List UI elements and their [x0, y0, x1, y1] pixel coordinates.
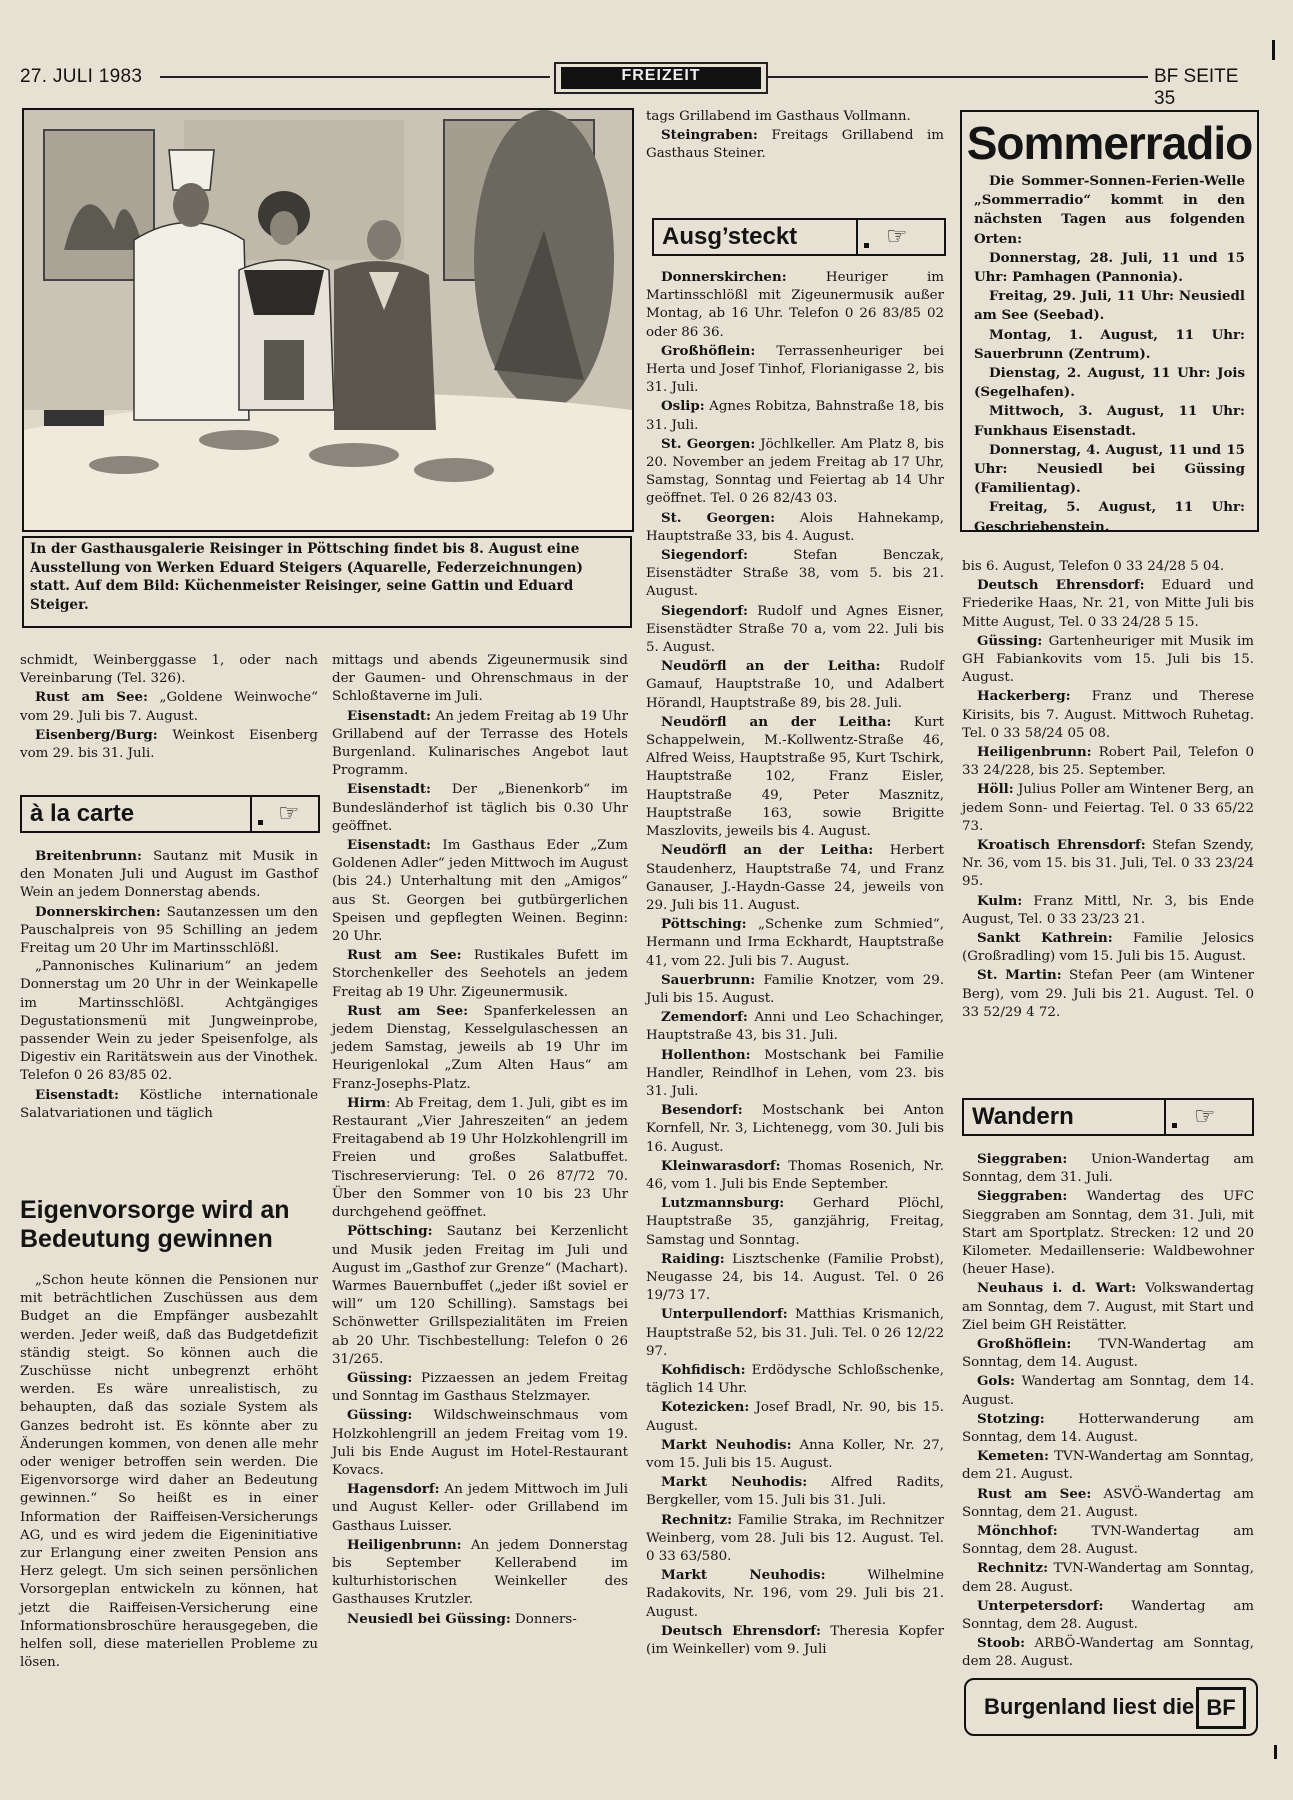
listing-entry: [332, 707, 628, 781]
listing-entry: [646, 1361, 944, 1398]
listing-text: Jöchlkeller. Am Platz 8, bis 20. November an jedem Freitag ab 17 Uhr, Samstag, Sonntag und Feiertag ab 14 Uhr geöffnet. Tel. 0 26 82/43 03.: [646, 436, 945, 507]
listing-entry: [646, 1008, 944, 1045]
listing-entry: [962, 687, 1254, 743]
footer-ad-text: Burgenland liest die: [984, 1694, 1195, 1719]
listing-place: Freitag, 29. Juli, 11 Uhr: Neusiedl am See (Seebad).: [974, 288, 1245, 324]
listing-place: Kotezicken:: [661, 1399, 750, 1416]
listing-place: Deutsch Ehrensdorf:: [977, 577, 1145, 594]
listing-text: Familie Knotzer, vom 29. Juli bis 15. August.: [646, 972, 944, 1006]
ausgsteckt-title: Ausg’steckt: [662, 223, 798, 250]
listing-place: Neusiedl bei Güssing:: [347, 1610, 511, 1627]
listing-place: Sauerbrunn:: [661, 971, 756, 988]
listing-entry: [20, 688, 318, 725]
listing-text: Alfred Radits, Bergkeller, vom 15. Juli bis 31. Juli.: [646, 1475, 944, 1509]
listing-place: Gols:: [977, 1373, 1015, 1390]
listing-place: Dienstag, 2. August, 11 Uhr: Jois (Segelhafen).: [974, 365, 1245, 401]
listing-entry: [962, 1634, 1254, 1671]
listing-text: „Pannonisches Kulinarium“ an jedem Donnerstag um 20 Uhr in der Weinkapelle im Martinsschlößl. Achtgängiges Degustationsmenü mit Jungweinprobe, passender Wein zu jeder Speisenfolge, als Digestiv ein Raritätswein aus der Vinothek. Telefon 0 26 83/85 02.: [20, 959, 318, 1084]
listing-text: Rudolf und Agnes Eisner, Eisenstädter Straße 70 a, vom 22. Juli bis 5. August.: [646, 603, 944, 656]
listing-place: Siegendorf:: [661, 547, 748, 564]
listing-place: Donnerstag, 4. August, 11 und 15 Uhr: Neusiedl bei Güssing (Familientag).: [974, 441, 1245, 497]
listing-text: Stefan Szendy, Nr. 36, vom 15. bis 31. Juli, Tel. 0 33 23/24 95.: [962, 838, 1254, 890]
listing-entry: [962, 1372, 1254, 1409]
listing-entry: [962, 1522, 1254, 1559]
column3-continuation: [646, 108, 944, 164]
listing-text: Julius Poller am Wintener Berg, an jedem Sonn- und Feiertag. Tel. 0 33 65/22 73.: [962, 782, 1254, 834]
listing-text: bis 6. August, Telefon 0 33 24/28 5 04.: [962, 559, 1225, 574]
column1-continuation: [20, 652, 318, 763]
listing-entry: [974, 287, 1245, 325]
issue-date: 27. JULI 1983: [20, 66, 143, 87]
listing-place: Freitag, 5. August, 11 Uhr: Geschriebenstein.: [974, 499, 1245, 535]
glass-icon: ☞: [278, 799, 300, 827]
listing-text: Anni und Leo Schachinger, Hauptstraße 43, bis 31. Juli.: [646, 1010, 944, 1044]
listing-entry: [332, 1369, 628, 1406]
listing-place: Heiligenbrunn:: [347, 1536, 462, 1553]
listing-entry: [974, 498, 1245, 536]
corner-mark-top: [1272, 40, 1275, 60]
alacarte-dot: [258, 820, 263, 825]
ausgsteckt-divider: [856, 220, 858, 254]
listing-entry: [646, 1305, 944, 1361]
listing-text: Wandertag am Sonntag, dem 28. August.: [962, 1598, 1254, 1633]
page-number: BF SEITE 35: [1154, 66, 1239, 109]
listing-place: Rust am See:: [977, 1485, 1092, 1502]
listing-place: Pöttsching:: [661, 916, 747, 933]
listing-entry: [646, 268, 944, 342]
listing-text: TVN-Wandertag am Sonntag, dem 21. August.: [962, 1449, 1254, 1483]
section-label-text: FREIZEIT: [561, 67, 761, 89]
article-body: [20, 1272, 318, 1672]
listing-place: Unterpullendorf:: [661, 1306, 788, 1323]
listing-text: ASVÖ-Wandertag am Sonntag, dem 21. August.: [962, 1486, 1254, 1520]
listing-place: Eisenstadt:: [35, 1086, 119, 1103]
article-body-text: „Schon heute können die Pensionen nur mit beträchtlichen Zuschüssen aus dem Budget an die Empfänger ausbezahlt werden. Jeder weiß, daß das Budgetdefizit ständig steigt. So können auch die Zuschüsse nicht unbegrenzt erhöht werden. Es wäre unrealistisch, zu behaupten, daß das soziale System als Ganzes bedroht ist. Es könnte aber zu Änderungen kommen, von denen alle mehr oder weniger betroffen sein werden. Die Eigenvorsorge wird daher an Bedeutung gewinnen.“ So heißt es in einer Information der Raiffeisen-Versicherungs AG, und es wird jedem die Eigeninitiative zur Erlangung einer zweiten Pension ans Herz gelegt. Um sich seinen persönlichen Vorsorgeplan entwickeln zu können, hat jetzt die Raiffeisen-Versicherung eine Informationsbroschüre herausgegeben, die helfen soll, diese materiellen Probleme zu lösen.: [20, 1273, 318, 1671]
listing-text: „Schenke zum Schmied“, Hermann und Irma Eckhardt, Hauptstraße 41, vom 22. Juli bis 7. August.: [646, 917, 944, 969]
listing-text: Wandertag des UFC Sieggraben am Sonntag, dem 31. Juli, mit Start am Sportplatz. Strecken: 12 und 20 Kilometer. Medaillenserie: Waldbewohner (heuer Hase).: [962, 1189, 1254, 1278]
listing-place: St. Georgen:: [661, 509, 776, 526]
listing-text: „Goldene Weinwoche“ vom 29. Juli bis 7. August.: [20, 690, 318, 724]
listing-entry: [20, 958, 318, 1085]
listing-place: Oslip:: [661, 398, 705, 415]
listing-entry: [20, 847, 318, 903]
listing-place: Großhöflein:: [661, 342, 756, 359]
glass-icon: ☞: [886, 222, 908, 250]
listing-text: Kurt Schappelwein, M.-Kollwentz-Straße 46, Alfred Weiss, Hauptstraße 95, Kurt Tschirk, Hauptstraße 102, Franz Eisler, Hauptstraße 49, Peter Masznitz, Hauptstraße 163, sowie Brigitte Maszlovits, jeweils bis 4. August.: [646, 714, 945, 840]
listing-text: Im Gasthaus Eder „Zum Goldenen Adler“ jeden Mittwoch im August (bis 24.) Unterhaltung mit den „Amigos“ aus St. Georgen bei gutbürgerlichen Speisen und gepflegten Weinen. Beginn: 20 Uhr.: [332, 838, 629, 945]
header-rule-right: [768, 76, 1148, 78]
listing-text: Spanferkelessen an jedem Dienstag, Kesselgulaschessen an jedem Samstag, jeweils ab 19 Uhr im Heurigenlokal „Zum Alten Haus“ am Franz-Josephs-Platz.: [332, 1003, 628, 1092]
listing-place: Kemeten:: [977, 1448, 1049, 1465]
listing-entry: [962, 558, 1254, 576]
listing-text: : Ab Freitag, dem 1. Juli, gibt es im Restaurant „Vier Jahreszeiten“ an jedem Freitagabend ab 19 Uhr Holzkohlengrill im Freien und großes Salatbuffet. Tischreservierung: Tel. 0 26 87/72 70. Über den Sommer von 10 bis 23 Uhr durchgehend geöffnet.: [332, 1095, 628, 1221]
listing-text: Weinkost Eisenberg vom 29. bis 31. Juli.: [20, 727, 318, 762]
listing-place: Eisenstadt:: [347, 781, 431, 798]
listing-place: Montag, 1. August, 11 Uhr: Sauerbrunn (Zentrum).: [974, 326, 1245, 362]
column4-listings: [962, 558, 1254, 1022]
listing-place: Markt Neuhodis:: [661, 1436, 792, 1453]
listing-entry: [962, 632, 1254, 688]
listing-entry: [20, 726, 318, 763]
listing-entry: [646, 713, 944, 841]
listing-place: Kohfidisch:: [661, 1361, 746, 1378]
listing-text: Köstliche internationale Salatvariationen und täglich: [20, 1087, 318, 1121]
listing-entry: [962, 929, 1254, 966]
listing-entry: [962, 1485, 1254, 1522]
listing-text: Gartenheuriger mit Musik im GH Fabiankovits vom 15. Juli bis 15. August.: [962, 633, 1254, 686]
listing-place: Neuhaus i. d. Wart:: [977, 1280, 1137, 1297]
listing-place: St. Martin:: [977, 967, 1062, 984]
wandern-divider: [1164, 1100, 1166, 1134]
alacarte-divider: [250, 797, 252, 831]
listing-text: Theresia Kopfer (im Weinkeller) vom 9. Juli: [646, 1623, 944, 1658]
listing-place: Hirm: [347, 1094, 386, 1111]
listing-text: Sautanz bei Kerzenlicht und Musik jeden Freitag im Juli und August im „Gasthof zur Grenze“ (Machart). Warmes Bauernbuffet („jeder ißt soviel er will“ um 120 Schilling). Samstags bei Schönwetter Grillspezialitäten im Freien ab 20 Uhr. Tischbestellung: Telefon 0 26 31/265.: [332, 1224, 628, 1367]
listing-entry: [646, 435, 944, 509]
listing-entry: [962, 743, 1254, 780]
listing-place: Neudörfl an der Leitha:: [661, 658, 881, 675]
listing-text: TVN-Wandertag am Sonntag, dem 28. August.: [962, 1524, 1254, 1558]
listing-text: TVN-Wandertag am Sonntag, dem 14. August.: [962, 1337, 1254, 1371]
listing-entry: [646, 971, 944, 1008]
listing-entry: [332, 1536, 628, 1610]
listing-text: Josef Bradl, Nr. 90, bis 15. August.: [646, 1400, 944, 1434]
listing-text: Thomas Rosenich, Nr. 46, vom 1. Juli bis Ende September.: [646, 1158, 944, 1192]
listing-entry: [646, 397, 944, 434]
listing-entry: [962, 836, 1254, 892]
listing-entry: [962, 1150, 1254, 1187]
listing-place: Stoob:: [977, 1635, 1026, 1652]
listing-place: Neudörfl an der Leitha:: [661, 842, 874, 859]
listing-place: Rust am See:: [35, 689, 148, 706]
ausgsteckt-header: [652, 218, 946, 256]
listing-place: Kroatisch Ehrensdorf:: [977, 837, 1146, 854]
listing-text: tags Grillabend im Gasthaus Vollmann.: [646, 109, 911, 124]
listing-place: Zemendorf:: [661, 1009, 748, 1026]
listing-text: Mostschank bei Familie Handler, Reindlhof in Lehen, vom 23. bis 31. Juli.: [646, 1047, 944, 1099]
listing-text: TVN-Wandertag am Sonntag, dem 28. August.: [962, 1561, 1254, 1595]
listing-place: Raiding:: [661, 1250, 725, 1267]
listing-entry: [646, 1511, 944, 1567]
listing-text: Sautanz mit Musik in den Monaten Juli und August im Gasthof Wein an jedem Donnerstag abends.: [20, 849, 318, 901]
footer-ad: [964, 1678, 1258, 1736]
listing-entry: [646, 108, 944, 126]
listing-entry: [974, 249, 1245, 287]
listing-text: Pizzaessen an jedem Freitag und Sonntag im Gasthaus Stelzmayer.: [332, 1370, 628, 1405]
listing-entry: [646, 1046, 944, 1102]
listing-place: Eisenstadt:: [347, 837, 431, 854]
listing-place: Sankt Kathrein:: [977, 930, 1113, 947]
article-headline: Eigenvorsorge wird an Bedeutung gewinnen: [20, 1196, 290, 1253]
listing-place: Deutsch Ehrensdorf:: [661, 1622, 821, 1639]
listing-place: Unterpetersdorf:: [977, 1597, 1104, 1614]
listing-entry: [332, 1222, 628, 1369]
listing-place: Hackerberg:: [977, 688, 1071, 705]
listing-place: Markt Neuhodis:: [661, 1474, 808, 1491]
listing-place: Donnerstag, 28. Juli, 11 und 15 Uhr: Pamhagen (Pannonia).: [974, 249, 1245, 286]
sommerradio-list: [962, 172, 1257, 537]
listing-entry: [332, 1002, 628, 1094]
listing-entry: [20, 1086, 318, 1123]
wandern-dot: [1172, 1123, 1177, 1128]
listing-text: Union-Wandertag am Sonntag, dem 31. Juli.: [962, 1152, 1254, 1186]
listing-text: Lisztschenke (Familie Probst), Neugasse 24, bis 14. August. Tel. 0 26 19/73 17.: [646, 1251, 944, 1304]
listing-place: Eisenberg/Burg:: [35, 726, 158, 743]
listing-place: Mönchhof:: [977, 1523, 1058, 1540]
listing-entry: [646, 1566, 944, 1622]
bf-logo: BF: [1196, 1687, 1246, 1729]
section-label: [554, 62, 768, 94]
listing-place: Siegendorf:: [661, 602, 748, 619]
listing-place: Güssing:: [977, 632, 1043, 649]
listing-entry: [332, 1610, 628, 1629]
wandern-list: [962, 1150, 1254, 1672]
listing-entry: [646, 509, 944, 546]
listing-place: Mittwoch, 3. August, 11 Uhr: Funkhaus Eisenstadt.: [974, 403, 1245, 439]
sommerradio-box: [960, 110, 1259, 535]
listing-text: Wilhelmine Radakovits, Nr. 196, vom 29. Juli bis 21. August.: [646, 1568, 944, 1620]
listing-text: Familie Jelosics (Großradling) vom 15. Juli bis 15. August.: [962, 931, 1254, 965]
listing-text: Franz Mittl, Nr. 3, bis Ende August, Tel. 0 33 23/23 21.: [962, 893, 1254, 927]
listing-entry: [646, 126, 944, 163]
listing-place: Besendorf:: [661, 1102, 743, 1119]
listing-entry: [646, 657, 944, 713]
listing-entry: [962, 892, 1254, 929]
listing-place: Pöttsching:: [347, 1223, 433, 1240]
listing-entry: [974, 441, 1245, 499]
listing-entry: [332, 836, 628, 946]
listing-place: Rust am See:: [347, 1002, 469, 1019]
listing-entry: [646, 1436, 944, 1473]
listing-place: Rechnitz:: [661, 1511, 733, 1528]
column2-listings: [332, 652, 628, 1629]
listing-text: Stefan Peer (am Wintener Berg), vom 29. Juli bis 21. August. Tel. 0 33 52/29 4 72.: [962, 968, 1254, 1020]
listing-entry: [332, 1480, 628, 1536]
corner-mark-bottom: [1274, 1745, 1277, 1759]
listing-entry: [974, 364, 1245, 402]
listing-entry: [646, 1194, 944, 1250]
listing-entry: [332, 1406, 628, 1480]
listing-text: Stefan Benczak, Eisenstädter Straße 38, vom 5. bis 21. August.: [646, 548, 944, 600]
listing-place: Großhöflein:: [977, 1336, 1072, 1353]
listing-entry: [974, 402, 1245, 440]
listing-place: Kleinwarasdorf:: [661, 1157, 781, 1174]
listing-text: Gerhard Plöchl, Hauptstraße 35, ganzjährig, Freitag, Samstag und Sonntag.: [646, 1196, 944, 1248]
listing-text: Hotterwanderung am Sonntag, dem 14. August.: [962, 1411, 1254, 1446]
listing-text: Eduard und Friederike Haas, Nr. 21, von Mitte Juli bis Mitte August, Tel. 0 33 24/28 5 15.: [962, 578, 1254, 630]
listing-entry: [332, 652, 628, 707]
listing-text: An jedem Freitag ab 19 Uhr Grillabend auf der Terrasse des Hotels Burgenland. Kulinarisches Angebot laut Programm.: [332, 708, 628, 779]
listing-place: Donnerskirchen:: [661, 269, 787, 285]
header-rule-left: [160, 76, 550, 78]
listing-entry: [332, 1094, 628, 1222]
listing-text: Erdödysche Schloßschenke, täglich 14 Uhr.: [646, 1362, 944, 1397]
page-header: [20, 62, 1260, 109]
listing-place: Stotzing:: [977, 1410, 1045, 1427]
listing-entry: [646, 546, 944, 602]
listing-place: Rechnitz:: [977, 1560, 1049, 1577]
listing-entry: [332, 780, 628, 836]
listing-place: St. Georgen:: [661, 435, 756, 452]
listing-place: Markt Neuhodis:: [661, 1567, 826, 1584]
listing-entry: [646, 602, 944, 658]
listing-text: Heuriger im Martinsschlößl mit Zigeunermusik außer Montag, ab 16 Uhr. Telefon 0 26 83/85 02 oder 86 36.: [646, 270, 944, 340]
listing-entry: [962, 1187, 1254, 1279]
listing-entry: [646, 1398, 944, 1435]
listing-place: Güssing:: [347, 1407, 413, 1424]
listing-text: Franz und Therese Kirisits, bis 7. August. Mittwoch Ruhetag. Tel. 0 33 58/24 05 08.: [962, 689, 1254, 741]
listing-text: Anna Koller, Nr. 27, vom 15. Juli bis 15. August.: [646, 1437, 944, 1471]
listing-entry: [646, 1473, 944, 1510]
listing-entry: [646, 1622, 944, 1659]
listing-entry: [962, 1559, 1254, 1596]
listing-text: Freitags Grillabend im Gasthaus Steiner.: [646, 128, 944, 162]
listing-entry: [332, 946, 628, 1002]
wandern-title: Wandern: [972, 1103, 1074, 1130]
listing-text: An jedem Mittwoch im Juli und August Keller- oder Grillabend im Gasthaus Luisser.: [332, 1482, 628, 1534]
wandern-header: [962, 1098, 1254, 1136]
listing-entry: [646, 1250, 944, 1306]
listing-place: Sieggraben:: [977, 1188, 1068, 1205]
ausgsteckt-list: [646, 268, 944, 1659]
listing-entry: [962, 1279, 1254, 1335]
listing-entry: [646, 841, 944, 915]
listing-text: An jedem Donnerstag bis September Kellerabend im kulturhistorischen Weinkeller des Gasthauses Krutzler.: [332, 1537, 628, 1608]
listing-place: Güssing:: [347, 1369, 413, 1386]
listing-entry: [974, 326, 1245, 364]
listing-place: Lutzmannsburg:: [661, 1195, 785, 1212]
listing-place: Hagensdorf:: [347, 1481, 440, 1498]
listing-place: Neudörfl an der Leitha:: [661, 713, 892, 730]
listing-place: Rust am See:: [347, 947, 462, 964]
listing-text: Rustikales Bufett im Storchenkeller des Seehotels an jedem Freitag ab 19 Uhr. Zigeunermusik.: [332, 948, 628, 1000]
listing-place: Donnerskirchen:: [35, 903, 161, 920]
alacarte-title: à la carte: [30, 800, 135, 827]
listing-entry: [962, 780, 1254, 836]
listing-text: Matthias Krismanich, Hauptstraße 52, bis 31. Juli. Tel. 0 26 12/22 97.: [646, 1307, 944, 1359]
listing-place: Heiligenbrunn:: [977, 744, 1092, 761]
boot-icon: ☞: [1194, 1102, 1216, 1130]
alacarte-header: [20, 795, 320, 833]
listing-entry: [646, 1101, 944, 1157]
listing-entry: schmidt, Weinberggasse 1, oder nach Vereinbarung (Tel. 326).: [20, 653, 318, 687]
listing-place: Hollenthon:: [661, 1046, 751, 1063]
listing-text: Rudolf Gamauf, Hauptstraße 10, und Adalbert Hörandl, Hauptstraße 89, bis 28. Juli.: [646, 659, 944, 711]
listing-place: Breitenbrunn:: [35, 848, 142, 864]
listing-entry: [646, 915, 944, 971]
listing-text: Donners-: [510, 1611, 577, 1627]
listing-entry: [646, 342, 944, 398]
listing-text: Alois Hahnekamp, Hauptstraße 33, bis 4. August.: [646, 510, 944, 544]
listing-text: Der „Bienenkorb“ im Bundesländerhof ist täglich bis 0.30 Uhr geöffnet.: [332, 782, 628, 834]
listing-place: Eisenstadt:: [347, 707, 431, 724]
listing-text: Wildschweinschmaus vom Holzkohlengrill an jedem Freitag vom 19. Juli bis Ende August im Hotel-Restaurant Kovacs.: [332, 1408, 628, 1478]
listing-text: Terrassenheuriger bei Herta und Josef Tinhof, Florianigasse 2, bis 31. Juli.: [646, 343, 944, 396]
photo-caption: In der Gasthausgalerie Reisinger in Pöttsching findet bis 8. August eine Ausstellung von Werken Eduard Steigers (Aquarelle, Federzeichnungen) statt. Auf dem Bild: Küchenmeister Reisinger, seine Gattin und Eduard Steiger.: [22, 536, 632, 628]
listing-entry: [962, 576, 1254, 632]
listing-text: Herbert Staudenherz, Hauptstraße 74, und Franz Ganauser, J.-Haydn-Gasse 24, jeweils von 29. Juli bis 11. August.: [646, 843, 944, 913]
listing-place: Kulm:: [977, 892, 1023, 909]
sommerradio-title: Sommerradio: [966, 117, 1253, 169]
listing-entry: [962, 966, 1254, 1022]
news-photo: [22, 108, 634, 532]
listing-text: ARBÖ-Wandertag am Sonntag, dem 28. August.: [962, 1636, 1254, 1670]
listing-place: Die Sommer-Sonnen-Ferien-Welle „Sommerradio“ kommt in den nächsten Tagen aus folgenden Orten:: [974, 173, 1245, 247]
alacarte-list: [20, 847, 318, 1123]
listing-text: mittags und abends Zigeunermusik sind der Gaumen- und Ohrenschmaus in der Schloßtaverne im Juli.: [332, 653, 628, 705]
listing-text: Sautanzessen um den Pauschalpreis von 95 Schilling an jedem Freitag um 20 Uhr im Martinsschlößl.: [20, 904, 318, 957]
listing-place: Steingraben:: [661, 127, 758, 144]
listing-entry: [962, 1410, 1254, 1447]
listing-text: Mostschank bei Anton Kornfell, Nr. 3, Lichtenegg, vom 30. Juli bis 16. August.: [646, 1103, 944, 1155]
listing-place: Sieggraben:: [977, 1151, 1068, 1167]
listing-text: Volkswandertag am Sonntag, dem 7. August, mit Start und Ziel beim GH Reistätter.: [962, 1281, 1254, 1333]
listing-entry: [974, 172, 1245, 249]
listing-place: Höll:: [977, 781, 1014, 798]
listing-entry: [962, 1447, 1254, 1484]
listing-entry: [646, 1157, 944, 1194]
listing-text: Wandertag am Sonntag, dem 14. August.: [962, 1374, 1254, 1408]
listing-text: Familie Straka, im Rechnitzer Weinberg, vom 28. Juli bis 12. August. Tel. 0 33 63/580.: [646, 1512, 944, 1565]
listing-entry: [962, 1597, 1254, 1634]
listing-text: Robert Pail, Telefon 0 33 24/228, bis 25. September.: [962, 745, 1254, 779]
ausgsteckt-dot: [864, 243, 869, 248]
listing-text: Agnes Robitza, Bahnstraße 18, bis 31. Juli.: [646, 399, 944, 433]
listing-entry: [962, 1335, 1254, 1372]
listing-entry: [20, 903, 318, 959]
